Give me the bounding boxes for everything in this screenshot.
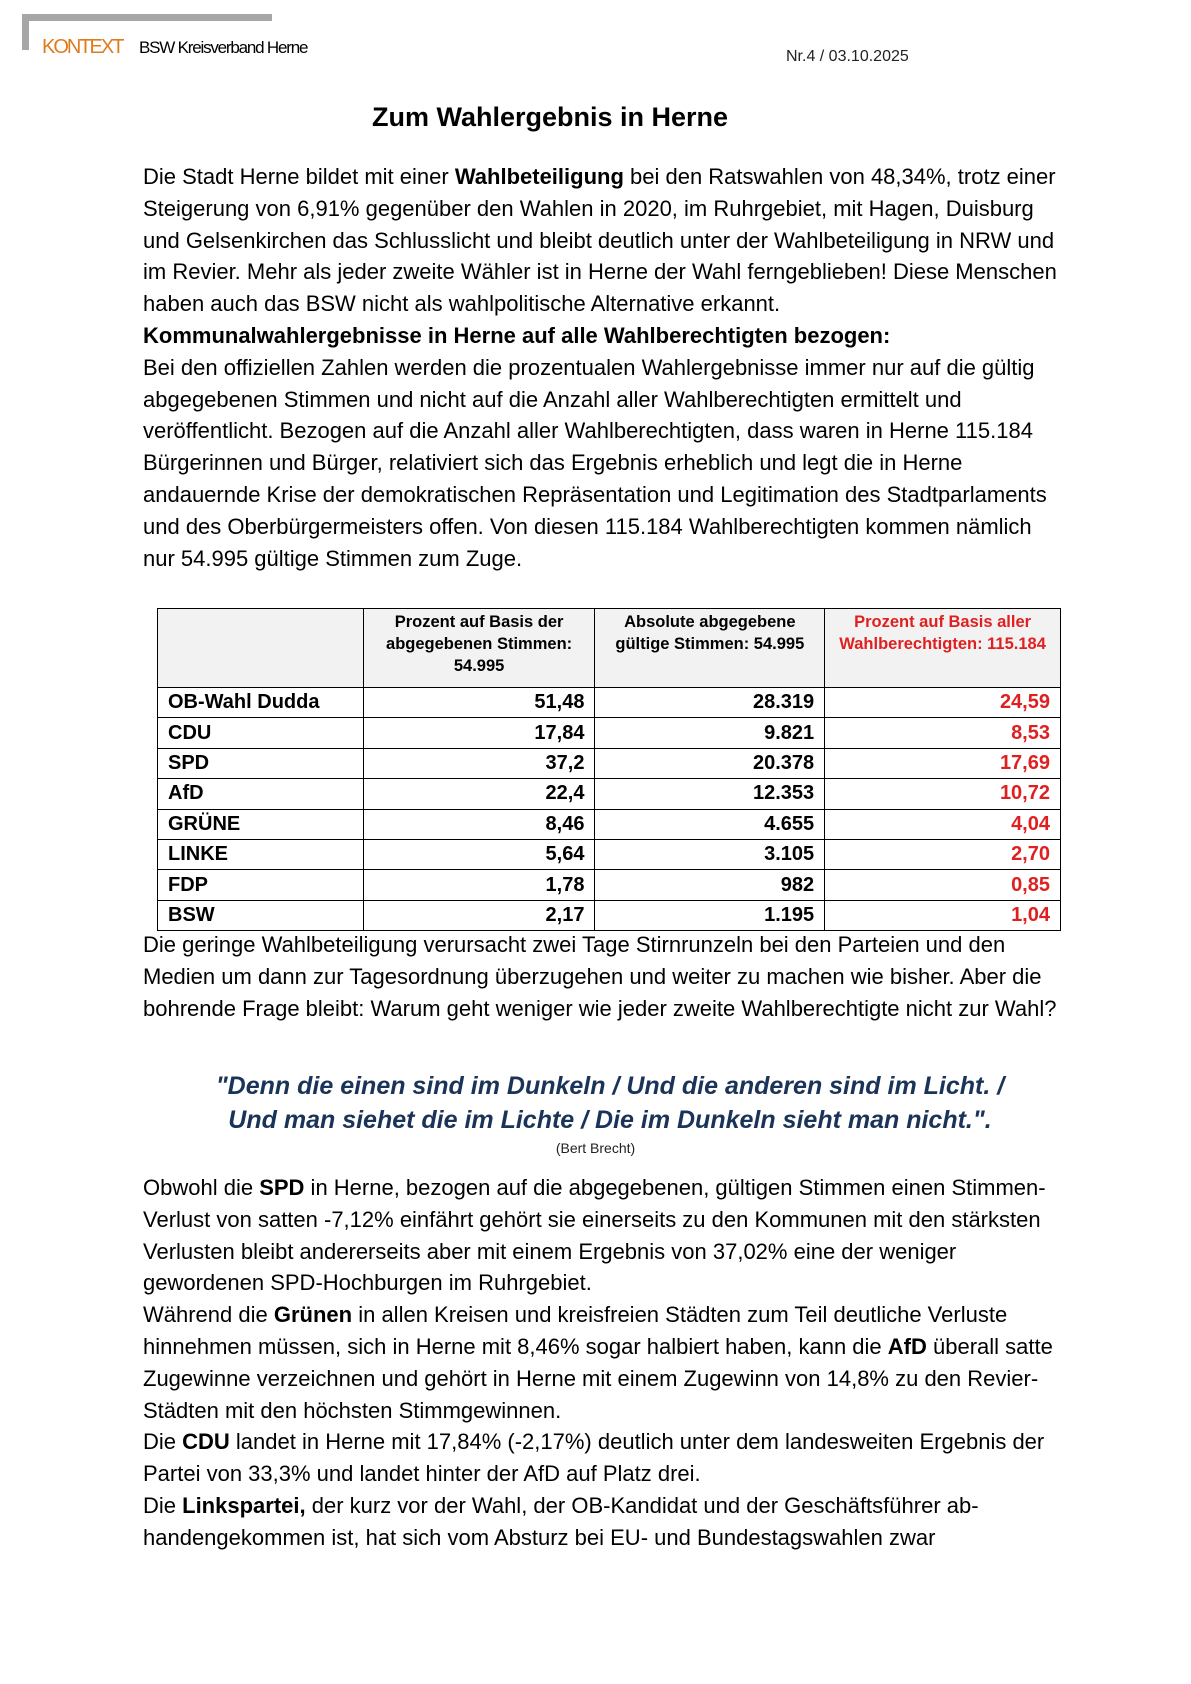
paragraph — [143, 320, 1068, 352]
table-row — [158, 900, 1061, 930]
intro-text — [143, 161, 1068, 574]
percent-cast-cell: 5,64 — [363, 839, 595, 869]
table-row — [158, 718, 1061, 748]
party-cell: LINKE — [158, 839, 364, 869]
quote-author: (Bert Brecht) — [555, 1140, 636, 1156]
table-row — [158, 839, 1061, 869]
percent-eligible-cell: 8,53 — [825, 718, 1061, 748]
paragraph: Die CDU landet in Herne mit 17,84% (-2,17%) deutlich unter dem landesweiten Ergebnis der Partei von 33,3% und landet hinter der AfD auf Platz drei. — [143, 1429, 1045, 1487]
party-cell: GRÜNE — [158, 809, 364, 839]
table-header-row — [158, 609, 1061, 688]
paragraph: Während die Grünen in allen Kreisen und kreisfreien Städten zum Teil deutliche Verluste hinnehmen müssen, sich in Herne mit 8,46% sogar halbiert haben, kann die AfD überall satte Zugewinne verzeichnen und gehört in Herne mit einem Zugewinn von 14,8% zu den Revier-Städten mit den höchsten Stimmgewinnen. — [143, 1302, 1053, 1423]
table-header-party — [158, 609, 364, 688]
percent-cast-cell: 17,84 — [363, 718, 595, 748]
party-cell: AfD — [158, 779, 364, 809]
quote-line-2: Und man siehet die im Lichte / Die im Dunkeln sieht man nicht.". — [228, 1106, 992, 1134]
bold-term: CDU — [182, 1429, 230, 1455]
election-results-table — [157, 608, 1061, 931]
percent-eligible-cell: 2,70 — [825, 839, 1061, 869]
table-row — [158, 870, 1061, 900]
percent-eligible-cell: 17,69 — [825, 748, 1061, 778]
party-cell: CDU — [158, 718, 364, 748]
percent-eligible-cell: 24,59 — [825, 688, 1061, 718]
table-header-absolute: Absolute abgegebene gültige Stimmen: 54.995 — [595, 609, 825, 688]
percent-cast-cell: 37,2 — [363, 748, 595, 778]
party-cell: SPD — [158, 748, 364, 778]
paragraph: Die geringe Wahlbeteiligung verursacht zwei Tage Stirnrunzeln bei den Parteien und den Medien um dann zur Tagesordnung überzugehen und weiter zu machen wie bisher. Aber die bohrende Frage bleibt: Warum geht weniger wie jeder zweite Wahlberechtigte nicht zur Wahl? — [143, 932, 1057, 1021]
absolute-votes-cell: 12.353 — [595, 779, 825, 809]
after-table-text — [143, 929, 1068, 1024]
table-row — [158, 748, 1061, 778]
percent-eligible-cell: 10,72 — [825, 779, 1061, 809]
percent-cast-cell: 8,46 — [363, 809, 595, 839]
absolute-votes-cell: 982 — [595, 870, 825, 900]
organization-name: BSW Kreisverband Herne — [139, 38, 308, 57]
paragraph: Bei den offiziellen Zahlen werden die prozentualen Wahlergebnisse immer nur auf die gültig abgegebenen Stimmen und nicht auf die Anzahl aller Wahlberechtigten ermittelt und veröffentlicht. Bezogen auf die Anzahl aller Wahlberechtigten, dass waren in Herne 115.184 Bürgerinnen und Bürger, relativiert sich das Ergebnis erheblich und legt die in Herne andauernde Krise der demokratischen Repräsentation und Legitimation des Stadtparlaments und des Oberbürgermeisters offen. Von diesen 115.184 Wahlberechtigten kommen nämlich nur 54.995 gültige Stimmen zum Zuge. — [143, 354, 1047, 571]
paragraph: Obwohl die SPD in Herne, bezogen auf die abgegebenen, gültigen Stimmen einen Stimmen-Verlust von satten -7,12% einfährt gehört sie einerseits zu den Kommunen mit den stärksten Verlusten bleibt andererseits aber mit einem Ergebnis von 37,02% eine der weniger gewordenen SPD-Hochburgen im Ruhrgebiet. — [143, 1175, 1046, 1296]
percent-eligible-cell: 4,04 — [825, 809, 1061, 839]
table-row — [158, 779, 1061, 809]
brecht-quote — [0, 1069, 1191, 1137]
bold-term: Wahlbeteiligung — [454, 164, 624, 189]
corner-mark-vertical — [22, 14, 29, 50]
absolute-votes-cell: 3.105 — [595, 839, 825, 869]
percent-cast-cell: 1,78 — [363, 870, 595, 900]
table-header-percent-cast: Prozent auf Basis der abgegebenen Stimmen: 54.995 — [363, 609, 595, 688]
bold-term: Kommunalwahlergebnisse in Herne auf alle Wahlberechtigten bezogen: — [143, 322, 891, 348]
absolute-votes-cell: 20.378 — [595, 748, 825, 778]
bold-term: Linkspartei, — [182, 1492, 306, 1518]
paragraph: Die Linkspartei, der kurz vor der Wahl, der OB-Kandidat und der Geschäftsführer abhandengekommen ist, hat sich vom Absturz bei EU- und Bundestagswahlen zwar — [143, 1492, 979, 1550]
absolute-votes-cell: 9.821 — [595, 718, 825, 748]
kontext-logo: KONTEXT — [42, 36, 123, 58]
absolute-votes-cell: 4.655 — [595, 809, 825, 839]
percent-cast-cell: 2,17 — [363, 900, 595, 930]
bold-term: AfD — [887, 1333, 927, 1359]
analysis-text — [143, 1172, 1068, 1554]
absolute-votes-cell: 28.319 — [595, 688, 825, 718]
bold-term: SPD — [259, 1175, 305, 1200]
issue-number-date: Nr.4 / 03.10.2025 — [786, 48, 909, 65]
absolute-votes-cell: 1.195 — [595, 900, 825, 930]
table-body — [158, 688, 1061, 931]
corner-mark-horizontal — [22, 14, 272, 21]
percent-cast-cell: 51,48 — [363, 688, 595, 718]
percent-cast-cell: 22,4 — [363, 779, 595, 809]
table-row — [158, 688, 1061, 718]
party-cell: FDP — [158, 870, 364, 900]
table-row — [158, 809, 1061, 839]
page-title: Zum Wahlergebnis in Herne — [371, 102, 729, 132]
percent-eligible-cell: 0,85 — [825, 870, 1061, 900]
paragraph: Die Stadt Herne bildet mit einer Wahlbeteiligung bei den Ratswahlen von 48,34%, trotz einer Steigerung von 6,91% gegenüber den Wahlen in 2020, im Ruhrgebiet, mit Hagen, Duisburg und Gelsenkirchen das Schlusslicht und bleibt deutlich unter der Wahlbeteiligung in NRW und im Revier. Mehr als jeder zweite Wähler ist in Herne der Wahl ferngeblieben! Diese Menschen haben auch das BSW nicht als wahlpolitische Alternative erkannt. — [143, 164, 1057, 317]
party-cell: OB-Wahl Dudda — [158, 688, 364, 718]
bold-term: Grünen — [273, 1302, 353, 1328]
percent-eligible-cell: 1,04 — [825, 900, 1061, 930]
quote-line-1: "Denn die einen sind im Dunkeln / Und die anderen sind im Licht. / — [215, 1072, 1005, 1100]
party-cell: BSW — [158, 900, 364, 930]
table-header-percent-eligible: Prozent auf Basis aller Wahlberechtigten: 115.184 — [825, 609, 1061, 688]
